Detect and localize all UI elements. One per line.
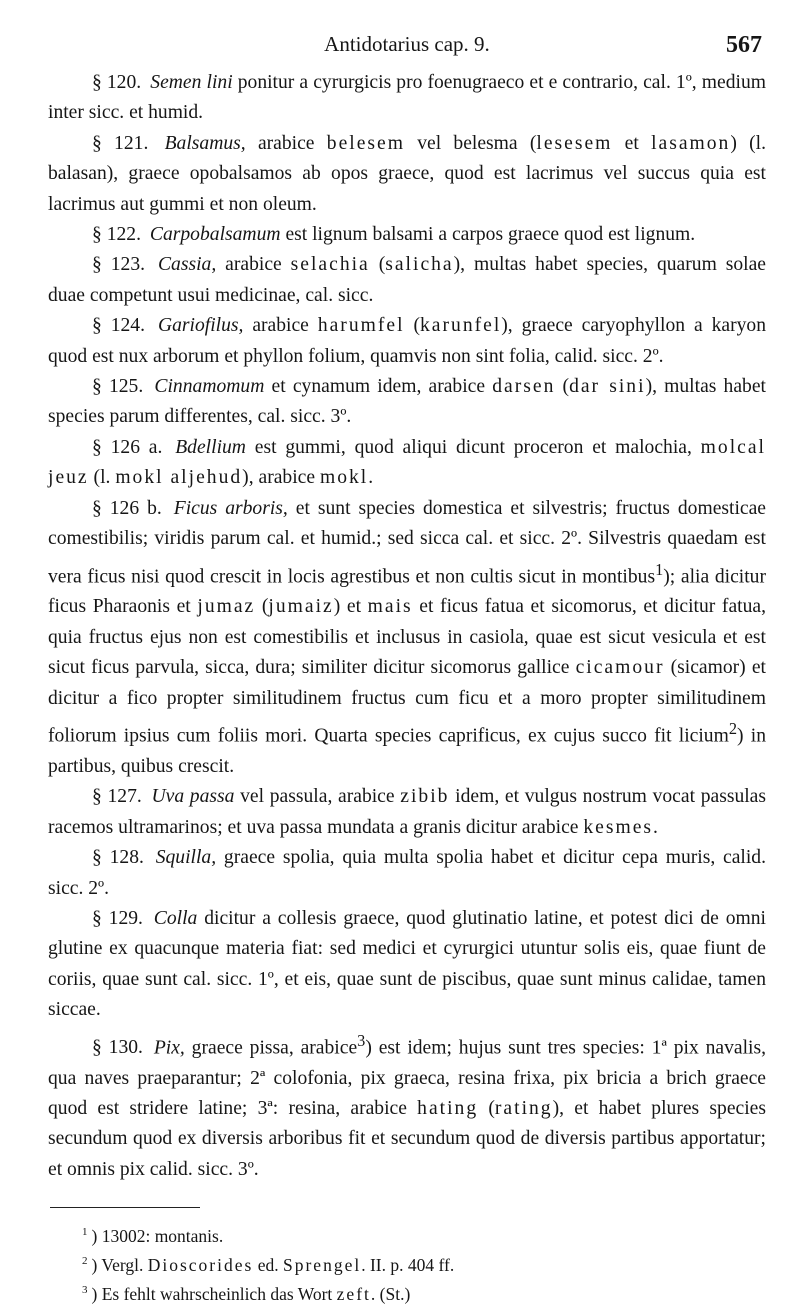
section-number: § 126 a. [92, 436, 163, 458]
section-number: § 125. [92, 376, 144, 398]
entry-text: ), graece caryophyllon a karyon quod est nux arborum et phyllon folium, quamvis non sint folia, calid. sicc. 2º. [48, 315, 766, 367]
entry-text: graece spolia, quia multa spolia habet et dicitur cepa muris, calid. sicc. 2º. [48, 847, 767, 899]
entry-text: dicitur a collesis graece, quod glutinatio latine, et potest dici de omni glutine ex quacunque materia fiat: sed medici et cyrurgici utuntur solis eis, quae fiunt de coriis, quae sunt cal. sicc. 1º, et eis, quae sunt de piscibus, quae sunt minus calidae, tamen siccae. [48, 908, 766, 1021]
footnote-mark: 1 [82, 1226, 88, 1239]
entry-text: idem, et vulgus nostrum vocat passulas racemos ultramarinos; et uva passa mundata a granis dicitur arabice [48, 786, 767, 838]
spaced-word: zibib [400, 786, 450, 808]
entry-term: Cassia, [157, 254, 217, 276]
entry-text: est lignum balsami a carpos graece quod est lignum. [280, 224, 696, 246]
paragraph-120 [48, 68, 766, 129]
footnote-text: ) Es fehlt wahrscheinlich das Wort [91, 1283, 337, 1304]
entry-text: graece pissa, arabice [184, 1037, 358, 1059]
entry-term: Squilla, [155, 847, 217, 869]
entry-text: arabice [245, 132, 327, 154]
entry-text: . [368, 467, 374, 489]
spaced-word: dar sini [569, 376, 646, 398]
entry-term: Ficus arboris, [173, 497, 288, 519]
footnote-ref[interactable]: 3 [357, 1030, 366, 1050]
entry-text: ( [255, 596, 269, 618]
entry-text: et ficus fatua et sicomorus, et dicitur fatua, quia fructus ejus non est comestibilis et inclusus in casiola, quae est sicut vesicula et est sicut ficus parvula, sicca, dura; similiter dicitur sicomorus gallice [48, 596, 766, 679]
footnote-3 [82, 1278, 766, 1307]
spaced-word: zeft [336, 1283, 371, 1304]
running-head [48, 28, 766, 68]
footnote-2 [82, 1249, 766, 1278]
footnote-mark: 3 [82, 1283, 88, 1296]
paragraph-127 [48, 782, 766, 843]
body-text [48, 68, 766, 1185]
paragraph-123 [48, 250, 766, 311]
entry-term: Balsamus, [164, 132, 246, 154]
entry-text: ) et [333, 596, 368, 618]
entry-term: Cinnamomum [154, 376, 265, 398]
spaced-word: Dioscorides [147, 1254, 254, 1275]
entry-term: Pix, [153, 1037, 185, 1059]
footnote-text: ) Vergl. [91, 1254, 148, 1275]
paragraph-129 [48, 904, 766, 1026]
spaced-word: harumfel [317, 315, 405, 337]
entry-term: Semen lini [150, 72, 233, 93]
spaced-word: belesem [326, 132, 405, 154]
spaced-word: jumaiz [268, 596, 334, 618]
spaced-word: selachia [290, 254, 370, 276]
footnote-divider [50, 1207, 200, 1208]
spaced-word: mais [367, 596, 413, 618]
spaced-word: salicha [385, 254, 454, 276]
spaced-word: darsen [492, 376, 556, 398]
entry-text: et sunt species domestica et silvestris; fructus domesticae comestibilis; viridis parum cal. et humid.; sed sicca cal. et sicc. 2º. Silvestris quaedam est vera ficus nisi quod crescit in locis agrestibus et non cultis sicut in montibus [48, 497, 766, 588]
paragraph-125 [48, 372, 766, 433]
entry-term: Carpobalsamum [149, 224, 281, 246]
entry-text: ( [369, 254, 386, 276]
entry-text: ), arabice [242, 467, 320, 489]
entry-term: Gariofilus, [157, 315, 244, 337]
section-number: § 121. [92, 132, 149, 154]
spaced-word: karunfel [420, 315, 502, 337]
entry-text: ( [555, 376, 570, 398]
entry-text: ); alia dicitur ficus Pharaonis et [48, 566, 766, 618]
paragraph-122 [48, 220, 766, 250]
entry-term: Uva passa [151, 786, 235, 808]
footnote-ref[interactable]: 1 [655, 559, 664, 579]
spaced-word: kesmes [583, 816, 654, 838]
spaced-word: rating [494, 1098, 553, 1119]
section-number: § 122. [92, 224, 141, 246]
entry-text: ), et habet plures species secundum quod ex diversis arboribus fit et secundum quod de diversis partibus apportatur; et omnis pix calid. sicc. 3º. [48, 1098, 766, 1180]
entry-text: ( [404, 315, 420, 337]
entry-term: Bdellium [175, 436, 246, 458]
section-number: § 127. [92, 786, 142, 808]
entry-text: ), multas habet species parum differentes, cal. sicc. 3º. [48, 376, 766, 428]
entry-text: ( [478, 1098, 495, 1119]
spaced-word: molcal jeuz [48, 436, 766, 489]
footnote-text: ed. [253, 1254, 283, 1275]
section-number: § 126 b. [92, 497, 162, 519]
spaced-word: Sprengel [283, 1254, 362, 1275]
entry-text: vel passula, arabice [234, 786, 401, 808]
entry-text: et cynamum idem, arabice [264, 376, 493, 398]
spaced-word: mokl aljehud [115, 467, 243, 489]
entry-text: (sicamor) et dicitur a fico propter similitudinem fructus cum ficu et a moro propter similitudinem foliorum ipsius cum foliis mori. Quarta species caprificus, ex cujus succo fit licium [48, 657, 766, 747]
spaced-word: jumaz [197, 596, 256, 618]
footnote-ref[interactable]: 2 [728, 719, 737, 739]
spaced-word: lasamon [651, 132, 731, 154]
entry-text: arabice [243, 315, 318, 337]
section-number: § 123. [92, 254, 146, 276]
spaced-word: mokl [319, 467, 369, 489]
entry-text: ponitur a cyrurgicis pro foenugraeco et e contrario, cal. 1º, medium inter sicc. et humid. [48, 72, 767, 124]
paragraph-126a [48, 433, 766, 494]
page-number: 567 [726, 32, 762, 58]
section-number: § 129. [92, 908, 143, 930]
running-title: Antidotarius cap. 9. [324, 32, 490, 56]
spaced-word: hating [417, 1098, 479, 1119]
paragraph-124 [48, 311, 766, 372]
footnote-text: . II. p. 404 ff. [361, 1254, 455, 1275]
paragraph-130 [48, 1026, 766, 1186]
footnote-text: . (St.) [370, 1283, 411, 1304]
entry-text: ) est idem; hujus sunt tres species: 1ª pix navalis, qua naves praeparantur; 2ª colofonia, pix graeca, resina frixa, pix bricia a brich graece quod est stridere latine; 3ª: resina, arabice [48, 1037, 766, 1119]
spaced-word: lesesem [536, 132, 613, 154]
entry-text: ) in partibus, quibus crescit. [48, 725, 766, 777]
entry-text: arabice [216, 254, 291, 276]
section-number: § 124. [92, 315, 146, 337]
entry-text: est gummi, quod aliqui dicunt proceron et malochia, [245, 436, 701, 458]
entry-text: vel belesma ( [404, 132, 537, 154]
entry-text: et [612, 132, 652, 154]
section-number: § 130. [92, 1037, 143, 1059]
paragraph-126b [48, 494, 766, 783]
section-number: § 128. [92, 847, 144, 869]
entry-text: ) (l. balasan), graece opobalsamos ab opos graece, quod est lacrimus vel succus quia est lacrimus aut gummi et non oleum. [48, 132, 767, 215]
paragraph-128 [48, 843, 766, 904]
section-number: § 120. [92, 72, 142, 93]
entry-text: (l. [88, 467, 116, 489]
footnote-text: ) 13002: montanis. [91, 1226, 224, 1247]
footnote-1 [82, 1220, 766, 1249]
entry-text: ), multas habet species, quarum solae duae competunt usui medicinae, cal. sicc. [48, 254, 766, 306]
spaced-word: cicamour [575, 657, 665, 679]
entry-text: . [653, 816, 658, 838]
paragraph-121 [48, 129, 766, 220]
footnote-mark: 2 [82, 1255, 88, 1268]
footnotes [48, 1220, 766, 1306]
entry-term: Colla [153, 908, 198, 930]
